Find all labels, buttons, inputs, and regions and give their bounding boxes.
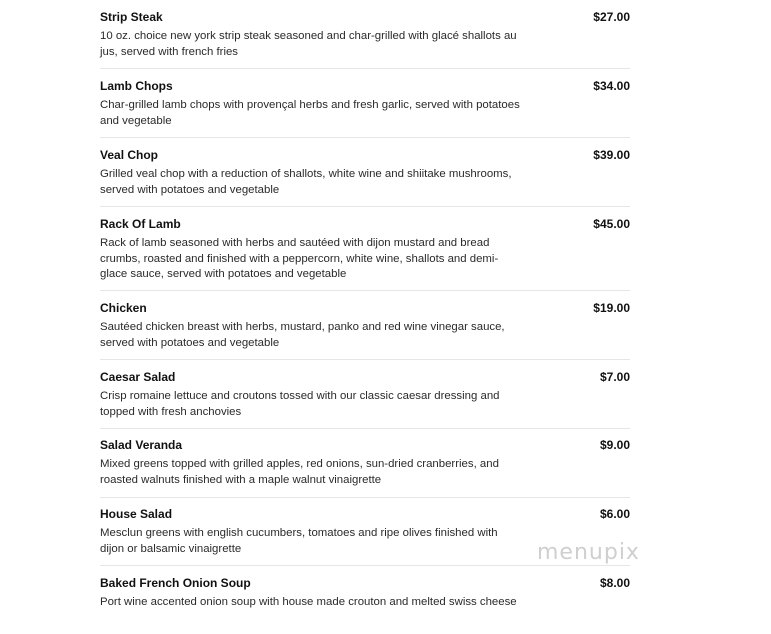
menu-item-price: $19.00 (593, 301, 630, 315)
menu-item-price: $6.00 (599, 507, 630, 521)
menu-item-price: $45.00 (593, 217, 630, 231)
divider (100, 497, 630, 498)
menu-item-name: Strip Steak (100, 10, 163, 24)
menu-item-price: $39.00 (593, 148, 630, 162)
menu-item-price: $8.00 (599, 576, 630, 590)
divider (100, 68, 630, 69)
divider (100, 359, 630, 360)
menu-item-description: Rack of lamb seasoned with herbs and sautéed with dijon mustard and bread crumbs, roasted and finished with a peppercorn, white wine, shallots and demi-glace sauce, served with potatoes and vegetable (100, 237, 499, 280)
menu-item-description: Crisp romaine lettuce and croutons tossed with our classic caesar dressing and topped with fresh anchovies (100, 390, 500, 418)
menu-item-name: Caesar Salad (100, 370, 176, 384)
menu-item-name: Chicken (100, 301, 147, 315)
menu-item-name: Salad Veranda (100, 438, 183, 452)
menu-item-price: $34.00 (593, 79, 630, 93)
menu-item-price: $27.00 (593, 10, 630, 24)
divider (100, 428, 630, 429)
menu-item-description: Sautéed chicken breast with herbs, mustard, panko and red wine vinegar sauce, served with potatoes and vegetable (100, 321, 505, 349)
menu-item-description: 10 oz. choice new york strip steak seasoned and char-grilled with glacé shallots au jus, served with french fries (100, 30, 517, 58)
menu-item-price: $7.00 (599, 370, 630, 384)
menu-item-description: Char-grilled lamb chops with provençal herbs and fresh garlic, served with potatoes and vegetable (100, 99, 520, 127)
divider (100, 565, 630, 566)
menu-item-description: Grilled veal chop with a reduction of shallots, white wine and shiitake mushrooms, served with potatoes and vegetable (100, 168, 512, 196)
menu-item-name: House Salad (100, 507, 173, 521)
menu-item-name: Rack Of Lamb (100, 217, 181, 231)
menu-item-price: $9.00 (599, 438, 630, 452)
menu-item-description: Mixed greens topped with grilled apples, red onions, sun-dried cranberries, and roasted walnuts finished with a maple walnut vinaigrette (100, 458, 499, 486)
divider (100, 137, 630, 138)
menu-item-name: Lamb Chops (100, 79, 173, 93)
menupix-watermark: menupix (537, 540, 640, 565)
menu-item-description: Port wine accented onion soup with house made crouton and melted swiss cheese (100, 596, 517, 608)
menu-item-name: Baked French Onion Soup (100, 576, 251, 590)
divider (100, 206, 630, 207)
menu-item-name: Veal Chop (100, 148, 159, 162)
divider (100, 290, 630, 291)
menu-item-description: Mesclun greens with english cucumbers, tomatoes and ripe olives finished with dijon or balsamic vinaigrette (100, 527, 498, 555)
